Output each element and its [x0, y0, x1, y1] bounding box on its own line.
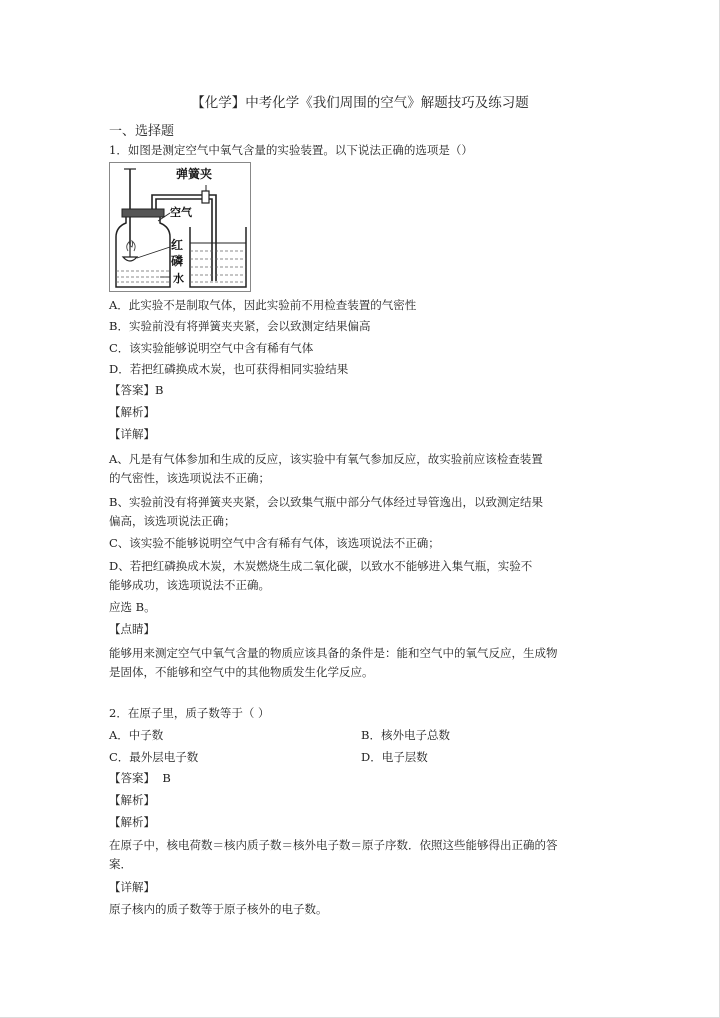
question-2-stem: 2．在原子里，质子数等于（ ） — [109, 706, 270, 720]
q1-detail-line: 偏高，该选项说法正确； — [109, 514, 236, 528]
page-title: 【化学】中考化学《我们周围的空气》解题技巧及练习题 — [191, 95, 529, 111]
air-label: 空气 — [170, 206, 192, 219]
q1-answer — [109, 382, 163, 398]
q1-option-a: A．此实验不是制取气体，因此实验前不用检查装置的气密性 — [109, 298, 417, 312]
red-phosphorus-label-1: 红 — [171, 238, 184, 252]
q2-detail-line: 原子核内的质子数等于原子核外的电子数。 — [109, 902, 328, 916]
q1-conclusion: 应选 B。 — [109, 600, 156, 614]
q2-analysis-line: 案． — [109, 857, 132, 871]
q1-point-line: 是固体，不能够和空气中的其他物质发生化学反应。 — [109, 665, 374, 679]
q1-detail-line: C、该实验不能够说明空气中含有稀有气体，该选项说法不正确； — [109, 536, 440, 550]
q1-point-line: 能够用来测定空气中氧气含量的物质应该具备的条件是：能和空气中的氧气反应，生成物 — [109, 646, 558, 660]
q1-answer-value: B — [155, 383, 164, 397]
q1-option-c: C．该实验能够说明空气中含有稀有气体 — [109, 341, 314, 355]
q1-detail-line: 能够成功，该选项说法不正确。 — [109, 578, 270, 592]
q1-detail-line: D、若把红磷换成木炭，木炭燃烧生成二氧化碳，以致水不能够进入集气瓶，实验不 — [109, 559, 533, 573]
q1-detail-line: A、凡是有气体参加和生成的反应，该实验中有氧气参加反应，故实验前应该检查装置 — [109, 452, 543, 466]
q2-analysis-line: 在原子中，核电荷数＝核内质子数＝核外电子数＝原子序数．依照这些能够得出正确的答 — [109, 838, 558, 852]
q2-analysis-label: 【解析】 — [109, 793, 155, 807]
q1-point-label: 【点睛】 — [109, 622, 155, 636]
q2-answer-label: 【答案】 — [109, 771, 155, 785]
q1-option-d: D．若把红磷换成木炭，也可获得相同实验结果 — [109, 362, 349, 376]
q2-option-d: D．电子层数 — [361, 750, 428, 764]
q1-answer-label: 【答案】 — [109, 383, 155, 397]
q1-detail-line: 的气密性，该选项说法不正确； — [109, 471, 270, 485]
q2-option-c: C．最外层电子数 — [109, 750, 199, 764]
red-phosphorus-label-2: 磷 — [171, 254, 184, 268]
q2-answer — [109, 770, 171, 786]
apparatus-diagram — [110, 163, 250, 291]
section-heading: 一、选择题 — [109, 124, 175, 139]
clamp-label: 弹簧夹 — [176, 167, 213, 181]
q2-option-b: B．核外电子总数 — [361, 728, 450, 742]
q1-analysis-label: 【解析】 — [109, 405, 155, 419]
water-label: 水 — [173, 272, 184, 285]
apparatus-figure — [109, 162, 251, 292]
q1-option-b: B．实验前没有将弹簧夹夹紧，会以致测定结果偏高 — [109, 319, 371, 333]
q2-detail-label: 【详解】 — [109, 880, 155, 894]
q2-option-a: A．中子数 — [109, 728, 164, 742]
q1-detail-line: B、实验前没有将弹簧夹夹紧，会以致集气瓶中部分气体经过导管逸出，以致测定结果 — [109, 495, 543, 509]
q1-detail-label: 【详解】 — [109, 427, 155, 441]
q2-answer-value: B — [162, 771, 171, 785]
question-1-stem: 1．如图是测定空气中氧气含量的实验装置。以下说法正确的选项是（） — [109, 143, 473, 157]
q2-analysis-label-2: 【解析】 — [109, 815, 155, 829]
